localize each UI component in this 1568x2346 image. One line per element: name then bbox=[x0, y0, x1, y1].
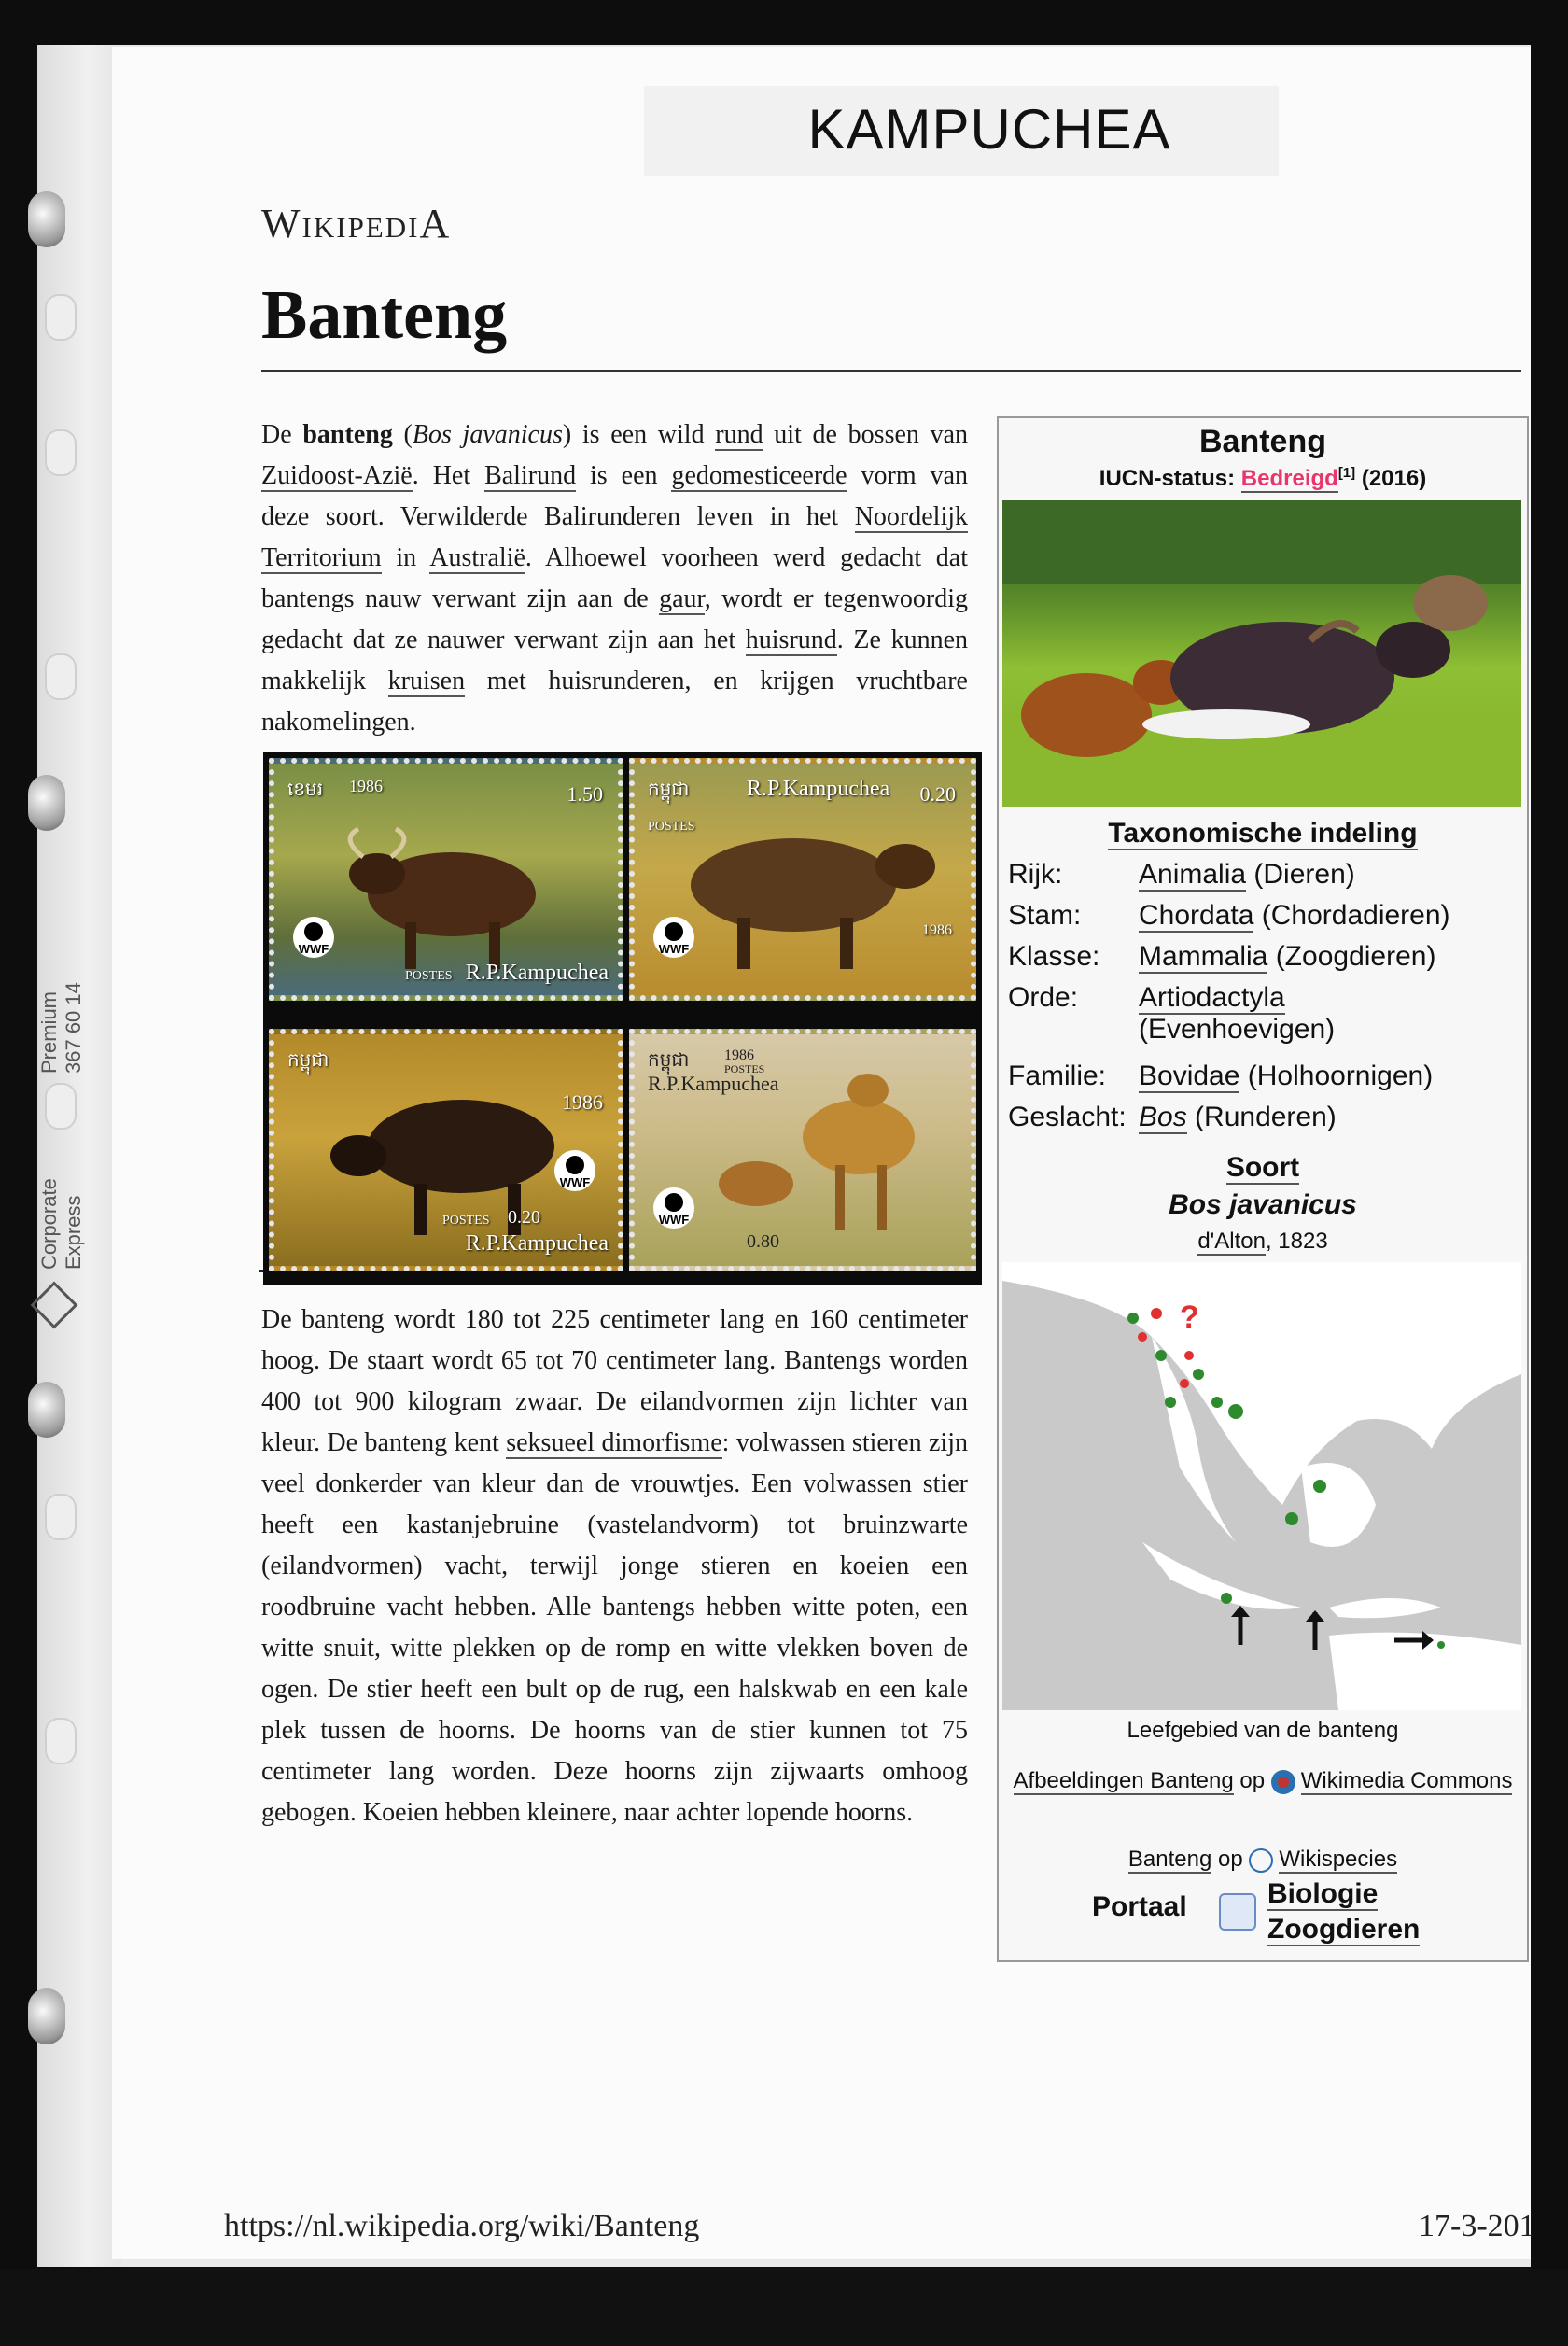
stamp-mount bbox=[263, 752, 982, 1285]
link-zuidoost-azie[interactable]: Zuidoost-Azië bbox=[261, 461, 413, 490]
link-rund[interactable]: rund bbox=[715, 420, 763, 449]
commons-images-link[interactable]: Afbeeldingen Banteng bbox=[1013, 1768, 1234, 1793]
portal-links bbox=[1267, 1876, 1420, 1947]
binder-brand-premium: Premium 367 60 14 bbox=[37, 982, 85, 1074]
punch-hole bbox=[45, 1718, 77, 1764]
punch-hole bbox=[45, 653, 77, 700]
punch-hole bbox=[45, 1083, 77, 1130]
bold-term: banteng bbox=[302, 420, 393, 449]
binder-brand-express: Corporate Express bbox=[37, 1178, 85, 1270]
wikipedia-logo: WikipediA bbox=[261, 201, 452, 246]
wikispecies-icon bbox=[1249, 1848, 1273, 1873]
link-kruisen[interactable]: kruisen bbox=[387, 667, 466, 695]
distribution-map-illustration bbox=[1002, 1262, 1521, 1710]
footer-url: https://nl.wikipedia.org/wiki/Banteng bbox=[224, 2209, 700, 2243]
taxon-link[interactable]: Chordata bbox=[1139, 900, 1254, 931]
portal-label: Portaal bbox=[1092, 1891, 1187, 1922]
punch-hole bbox=[45, 294, 77, 341]
author-link[interactable]: d'Alton bbox=[1197, 1229, 1266, 1254]
conservation-status: IUCN-status: Bedreigd[1] (2016) bbox=[1099, 465, 1427, 491]
map-question-mark: ? bbox=[1180, 1299, 1199, 1335]
stamp-3: កម្ពុជា 1986 POSTES 0.20 R.P.Kampuchea WWF bbox=[269, 1029, 623, 1271]
page-heading: KAMPUCHEA bbox=[807, 98, 1171, 161]
portal-zoogdieren-link[interactable]: Zoogdieren bbox=[1267, 1914, 1421, 1945]
map-caption: Leefgebied van de banteng bbox=[1127, 1718, 1399, 1743]
taxon-link[interactable]: Animalia bbox=[1139, 859, 1247, 890]
taxon-link[interactable]: Bos bbox=[1139, 1102, 1187, 1132]
banteng-photo-illustration bbox=[1002, 500, 1521, 807]
link-seksueel-dimorfisme[interactable]: seksueel dimorfisme bbox=[506, 1428, 722, 1457]
taxon-link[interactable]: Mammalia bbox=[1139, 941, 1268, 972]
taxon-link[interactable]: Bovidae bbox=[1139, 1061, 1240, 1091]
infobox-title: Banteng bbox=[1199, 424, 1326, 459]
taxon-link[interactable]: Artiodactyla bbox=[1139, 982, 1285, 1013]
footer-date: 17-3-201 bbox=[1419, 2209, 1535, 2243]
link-gedomesticeerde[interactable]: gedomesticeerde bbox=[671, 461, 847, 490]
wwf-panda-icon: WWF bbox=[293, 917, 334, 958]
stamp-1: ខេមរ 1986 1.50 POSTES R.P.Kampuchea WWF bbox=[269, 758, 623, 1001]
article-title: Banteng bbox=[261, 277, 508, 354]
stamp-2: កម្ពុជា R.P.Kampuchea 0.20 POSTES 1986 WWF bbox=[629, 758, 976, 1001]
species-name: Bos javanicus bbox=[1169, 1189, 1357, 1220]
species-heading: Soort bbox=[1225, 1152, 1300, 1183]
portal-puzzle-icon bbox=[1219, 1893, 1256, 1931]
wwf-panda-icon: WWF bbox=[653, 1187, 694, 1229]
punch-hole bbox=[45, 1494, 77, 1540]
portal-biologie-link[interactable]: Biologie bbox=[1267, 1878, 1379, 1909]
binder-ring bbox=[28, 191, 65, 247]
link-huisrund[interactable]: huisrund bbox=[745, 625, 837, 654]
commons-line: Afbeeldingen Banteng op Wikimedia Commons bbox=[1013, 1768, 1513, 1793]
title-rule bbox=[261, 370, 1521, 372]
binder-sleeve bbox=[37, 45, 121, 2267]
description-paragraph: De banteng wordt 180 tot 225 centimeter lang en 160 centimeter hoog. De staart wordt 65 tot 70 centimeter lang. Bantengs worden 400 tot 900 kilogram zwaar. De eilandvormen zijn lichter van kleur. De banteng kent seksueel dimorfisme: volwassen stieren zijn veel donkerder van kleur dan de vrouwtjes. Een volwassen stier heeft een kastanjebruine (vastelandvorm) tot bruinzwarte (eilandvormen) vacht, terwijl jonge stieren en koeien een roodbruine vacht hebben. Alle bantengs hebben witte poten, een witte snuit, witte plekken op de romp en witte vlekken boven de ogen. De stier heeft een bult op de rug, een halskwab en een kale plek tussen de hoorns. De hoorns van de stier kunnen tot 75 centimeter lang worden. Deze hoorns zijn zijwaarts omhoog gebogen. Koeien hebben kleinere, naar achter lopende hoorns. bbox=[261, 1305, 968, 1827]
wwf-panda-icon: WWF bbox=[653, 917, 694, 958]
wikimedia-commons-link[interactable]: Wikimedia Commons bbox=[1300, 1768, 1513, 1793]
binder-ring bbox=[28, 1988, 65, 2044]
infobox: Banteng IUCN-status: Bedreigd[1] (2016) Taxonomische indeling Rijk: Animalia (Dieren) Stam: Chordata (Chordadieren) Klasse: Mammalia (Zoogdieren) Orde: Artiodactyla (Evenhoevigen) Familie: Bovidae (Holhoornigen) Geslacht: Bos (Runderen) Soort Bos javanicus d'Alton, 1823 ? Leefgebied van de banteng Afbeeldingen Banteng op Wikimedia Commons Banteng op Wikispecies Portaal Biologie Zoogdieren bbox=[997, 416, 1529, 1962]
distribution-map[interactable] bbox=[1002, 1262, 1521, 1710]
status-ref-link[interactable]: [1] bbox=[1337, 465, 1356, 481]
link-balirund[interactable]: Balirund bbox=[484, 461, 577, 490]
binder-ring bbox=[28, 775, 65, 831]
taxonomy-heading: Taxonomische indeling bbox=[1108, 818, 1418, 849]
species-author: d'Alton, 1823 bbox=[1197, 1229, 1328, 1254]
stamp-4: កម្ពុជា 1986 R.P.Kampuchea POSTES 0.80 WWF bbox=[629, 1029, 976, 1271]
wwf-panda-icon: WWF bbox=[554, 1150, 595, 1191]
wikispecies-link[interactable]: Wikispecies bbox=[1279, 1847, 1398, 1872]
link-australie[interactable]: Australië bbox=[429, 543, 525, 572]
status-link[interactable]: Bedreigd bbox=[1240, 466, 1338, 491]
banteng-species-link[interactable]: Banteng bbox=[1127, 1847, 1212, 1872]
wikimedia-commons-icon bbox=[1271, 1770, 1295, 1794]
banteng-photo[interactable] bbox=[1002, 500, 1521, 807]
link-gaur[interactable]: gaur bbox=[659, 584, 705, 613]
link-noordelijk-territorium[interactable]: Noordelijk Territorium bbox=[261, 502, 968, 572]
bottom-edge bbox=[0, 2269, 1568, 2346]
wikispecies-line: Banteng op Wikispecies bbox=[1127, 1847, 1398, 1872]
binder-ring bbox=[28, 1382, 65, 1438]
intro-paragraph: De banteng (Bos javanicus) is een wild rund uit de bossen van Zuidoost-Azië. Het Balirund is een gedomesticeerde vorm van deze soort. Verwilderde Balirunderen leven in het Noordelijk Territorium in Australië. Alhoewel voorheen werd gedacht dat bantengs nauw verwant zijn aan de gaur, wordt er tegenwoordig gedacht dat ze nauwer verwant zijn aan het huisrund. Ze kunnen makkelijk kruisen met huisrunderen, en krijgen vruchtbare nakomelingen. bbox=[261, 420, 969, 737]
punch-hole bbox=[45, 429, 77, 476]
